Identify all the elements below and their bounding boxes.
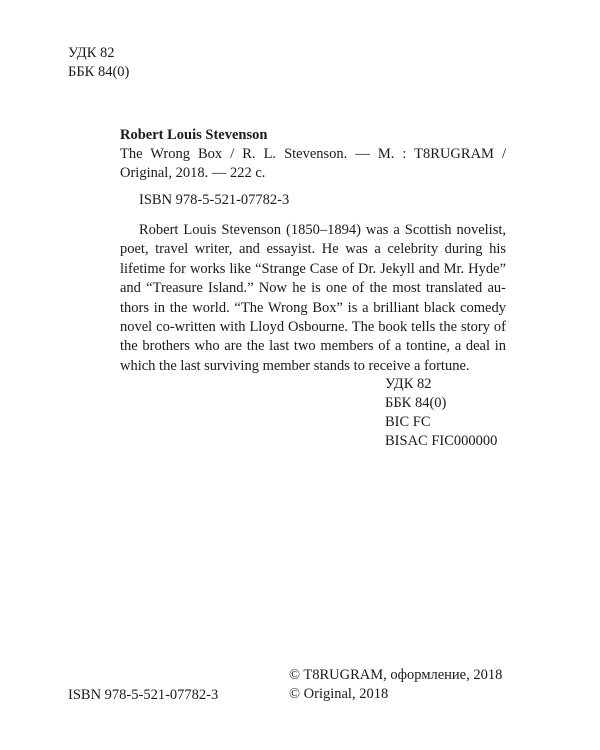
author-name: Robert Louis Stevenson: [120, 127, 268, 143]
classification-codes: [385, 375, 497, 451]
classification-udk: УДК 82: [385, 376, 432, 392]
isbn-footer: ISBN 978-5-521-07782-3: [68, 687, 219, 703]
udk-code-top: УДК 82: [68, 45, 115, 61]
bbk-code-top: ББК 84(0): [68, 64, 130, 80]
classification-bic: BIC FC: [385, 414, 431, 430]
classification-bbk: ББК 84(0): [385, 395, 447, 411]
isbn-bibliographic: ISBN 978-5-521-07782-3: [139, 192, 290, 208]
copyright-original: © Original, 2018: [289, 686, 389, 702]
book-annotation: Robert Louis Stevenson (1850–1894) was a Scottish novelist, poet, travel writer, and essayist. He was a celebrity during his lifetime for works like “Strange Case of Dr. Jekyll and Mr. Hyde” and “Treasure Island.” Now he is one of the most translated authors in the world. “The Wrong Box” is a brilliant black comedy novel co-written with Lloyd Osbourne. The book tells the story of the brothers who are the last two members of a tontine, a deal in which the last surviving member stands to receive a fortune.: [120, 222, 506, 374]
copyright-notices: [289, 666, 502, 704]
bibliographic-description: The Wrong Box / R. L. Stevenson. — M. : T8RUGRAM / Original, 2018. — 222 c.: [120, 146, 506, 181]
classification-bisac: BISAC FIC000000: [385, 433, 498, 449]
copyright-publisher: © T8RUGRAM, оформление, 2018: [289, 667, 503, 683]
